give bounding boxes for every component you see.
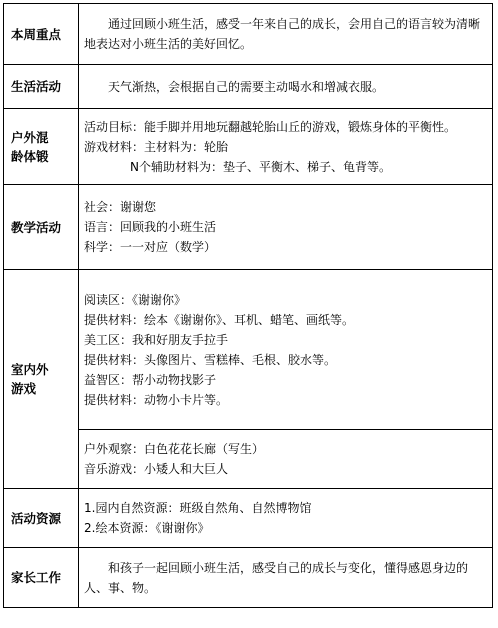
label-outdoor-line2: 龄体锻 bbox=[11, 148, 49, 164]
label-activity-resources: 活动资源 bbox=[4, 489, 79, 548]
reading-area: 阅读区：《谢谢你》 bbox=[84, 292, 187, 307]
resource-picture-book: 2.绘本资源：《谢谢你》 bbox=[84, 521, 210, 535]
row-life-activity bbox=[4, 65, 493, 109]
outdoor-materials-main: 游戏材料：主材料为：轮胎 bbox=[84, 139, 229, 154]
outdoor-goal: 活动目标：能手脚并用地玩翻越轮胎山丘的游戏，锻炼身体的平衡性。 bbox=[84, 119, 457, 134]
label-outdoor-mixed-age bbox=[4, 109, 79, 185]
parent-work-text: 和孩子一起回顾小班生活，感受自己的成长与变化，懂得感恩身边的人、事、物。 bbox=[79, 548, 493, 608]
puzzle-area: 益智区：帮小动物找影子 bbox=[84, 372, 217, 387]
label-indoor-line1: 室内外 bbox=[11, 362, 49, 377]
row-indoor-outdoor-games bbox=[4, 270, 493, 430]
teaching-language: 语言：回顾我的小班生活 bbox=[84, 220, 217, 234]
row-activity-resources bbox=[4, 489, 493, 548]
row-parent-work bbox=[4, 548, 493, 608]
puzzle-area-materials: 提供材料：动物小卡片等。 bbox=[84, 392, 229, 407]
label-indoor-outdoor-games bbox=[4, 270, 79, 489]
art-area-materials: 提供材料：头像图片、雪糕棒、毛根、胶水等。 bbox=[84, 352, 337, 367]
art-area: 美工区：我和好朋友手拉手 bbox=[84, 332, 229, 347]
indoor-areas-content bbox=[79, 270, 493, 430]
music-game: 音乐游戏：小矮人和大巨人 bbox=[84, 462, 229, 476]
row-outdoor-mixed-age bbox=[4, 109, 493, 185]
row-teaching-activity bbox=[4, 185, 493, 270]
row-weekly-focus bbox=[4, 4, 493, 65]
weekly-plan-table bbox=[3, 3, 493, 608]
teaching-social: 社会：谢谢您 bbox=[84, 200, 157, 214]
outdoor-mixed-age-content bbox=[79, 109, 493, 185]
outdoor-games-content bbox=[79, 430, 493, 489]
outdoor-materials-aux: N个辅助材料为：垫子、平衡木、梯子、龟背等。 bbox=[130, 159, 391, 174]
label-life-activity: 生活活动 bbox=[4, 65, 79, 109]
weekly-focus-text: 通过回顾小班生活，感受一年来自己的成长，会用自己的语言较为清晰地表达对小班生活的美好回忆。 bbox=[79, 4, 493, 65]
label-outdoor-line1: 户外混 bbox=[11, 129, 49, 145]
label-indoor-line2: 游戏 bbox=[11, 381, 37, 396]
resource-natural: 1.园内自然资源：班级自然角、自然博物馆 bbox=[84, 501, 312, 515]
teaching-science: 科学：一一对应（数学） bbox=[84, 240, 217, 254]
activity-resources-content bbox=[79, 489, 493, 548]
label-weekly-focus: 本周重点 bbox=[4, 4, 79, 65]
label-teaching-activity: 教学活动 bbox=[4, 185, 79, 270]
teaching-activity-content bbox=[79, 185, 493, 270]
outdoor-observation: 户外观察：白色花花长廊（写生） bbox=[84, 442, 265, 456]
reading-area-materials: 提供材料：绘本《谢谢你》、耳机、蜡笔、画纸等。 bbox=[84, 312, 355, 327]
label-parent-work: 家长工作 bbox=[4, 548, 79, 608]
life-activity-text: 天气渐热，会根据自己的需要主动喝水和增减衣服。 bbox=[79, 65, 493, 109]
